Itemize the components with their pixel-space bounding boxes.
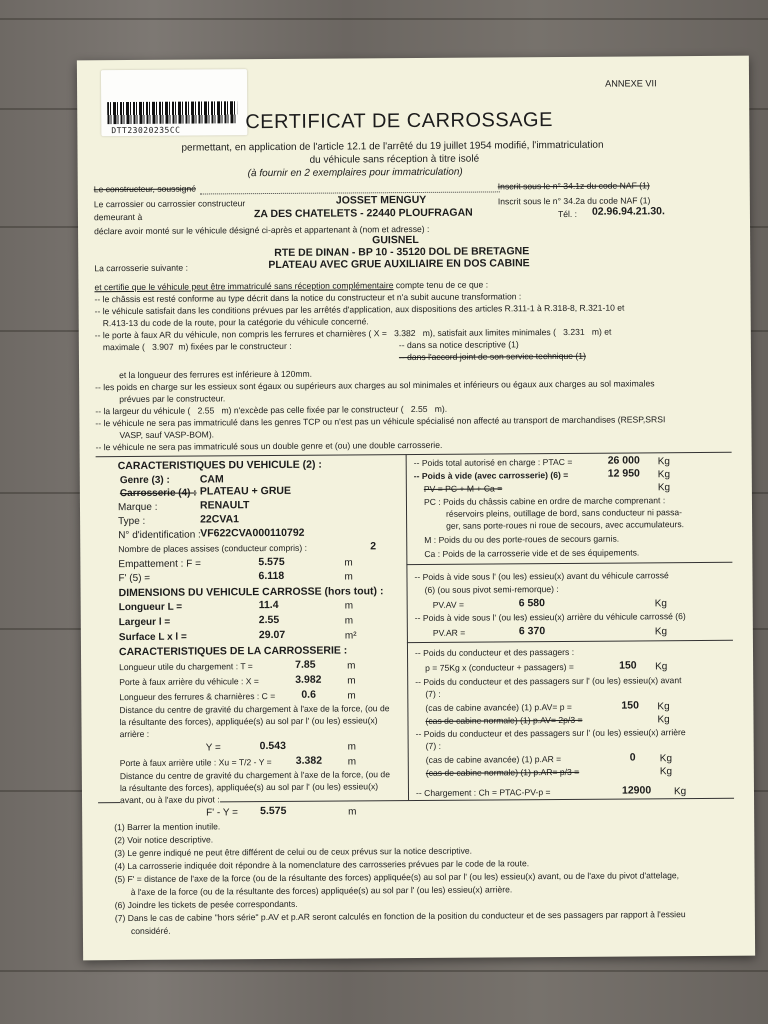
pvav-label: PV.AV = [432, 599, 465, 610]
certify-line-1: et certifie que le véhicule peut être immatriculé sans réception complémentaire compte tenu de ce que : [94, 279, 489, 293]
pvar-value: 6 370 [518, 625, 546, 638]
pav-a-label: (cas de cabine avancée) (1) p.AV= p = [425, 701, 572, 713]
naf-2: Inscrit sous le n° 34.2a du code NAF (1) [497, 195, 651, 207]
pv-formula: PV = PC + M + Ca = [423, 483, 503, 494]
pvav-line-1: -- Poids à vide sous l' (ou les) essieu(x) avant du véhicule carrossé [414, 570, 669, 583]
paf-label: Porte à faux arrière du véhicule : X = [119, 676, 259, 688]
pv-unit: Kg [657, 469, 671, 481]
pafu-value: 3.382 [295, 754, 323, 767]
f5-unit: m [344, 571, 353, 583]
pc-def-1: PC : Poids du châssis cabine en ordre de marche comprenant : [423, 495, 666, 507]
type-label: Type : [118, 515, 146, 528]
y-value: 0.543 [259, 739, 286, 753]
genre-value: CAM [199, 473, 224, 486]
pafu-label: Porte à faux arrière utile : Xu = T/2 - Y = [119, 757, 272, 769]
pav-a-value: 150 [621, 699, 639, 712]
certify-line-3: -- le véhicule satisfait dans les conditions prévues par les arrêtés d'application, aux dispositions des articles R.311-1 à R.318-8, R.321-10 et [94, 302, 625, 317]
note-5: (5) F' = distance de l'axe de la force (ou de la résultante des forces) appliquée(s) au sol par l' (ou les) essieu(x) avant, ou de l'axe du pivot d'attelage, [114, 870, 680, 885]
surface-value: 29.07 [258, 628, 286, 642]
empattement-value: 5.575 [258, 555, 285, 569]
dist-line-2: la résultante des forces), appliquée(s) au sol par l' (ou les) essieu(x) [119, 715, 378, 728]
par-a-value: 0 [629, 751, 636, 764]
par-line-2: (7) : [425, 740, 441, 751]
note-5-cont: à l'axe de la force (ou de la résultante des forces) appliquée(s) au sol par l' (ou les) essieu(x) arrière. [130, 884, 513, 898]
chargement-value: 12900 [621, 784, 652, 797]
largeur-label: Largeur l = [118, 616, 171, 629]
carrosserie-type-value: PLATEAU + GRUE [199, 484, 292, 498]
f5-label: F' (5) = [118, 572, 151, 585]
barcode-icon [107, 101, 237, 124]
carrossier-address: ZA DES CHATELETS - 22440 PLOUFRAGAN [253, 206, 473, 221]
barcode-number: DTT23020235CC [111, 125, 181, 136]
certify-line-2: -- le châssis est resté conforme au type décrit dans la notice du constructeur et n'a subit aucune transformation : [94, 291, 522, 305]
fy-label: F' - Y = [206, 807, 239, 819]
subtitle-1: permettant, en application de l'article 12.1 de l'arrêté du 19 juillet 1954 modifié, l'immatriculation [181, 139, 604, 154]
pav-n-label: (cas de cabine normale) (1) p.AV= 2p/3 = [425, 714, 583, 726]
pafu-unit: m [347, 756, 357, 768]
lf-label: Longueur des ferrures & charnières : C = [119, 690, 276, 703]
lu-unit: m [347, 660, 356, 672]
paf-value: 3.982 [295, 673, 322, 686]
places-value: 2 [370, 540, 377, 553]
note-1: (1) Barrer la mention inutile. [114, 821, 221, 833]
certify-line-9: -- les poids en charge sur les essieux sont égaux ou supérieurs aux charges au sol minimales et inférieurs ou égaux aux charges au sol maximales [95, 378, 655, 393]
par-a-unit: Kg [659, 753, 673, 765]
certify-line-8: et la longueur des ferrures est inférieure à 120mm. [119, 368, 313, 381]
y-unit: m [347, 741, 357, 753]
pcp-unit: Kg [655, 661, 668, 673]
certify-line-11: -- la largeur du véhicule ( 2.55 m) n'excède pas celle fixée par le constructeur ( 2.55 m). [95, 403, 448, 417]
lu-label: Longueur utile du chargement : T = [119, 661, 253, 673]
dist-line-5: la résultante des forces), appliquée(s) au sol par l' (ou les) essieu(x) [119, 781, 379, 794]
certify-line-4: R.413-13 du code de la route, pour la catégorie du véhicule concerné. [102, 316, 369, 329]
pav-n-unit: Kg [657, 714, 670, 726]
pcp-label: p = 75Kg x (conducteur + passagers) = [425, 661, 574, 673]
pav-a-unit: Kg [657, 701, 670, 713]
subtitle-3: (à fournir en 2 exemplaires pour immatriculation) [247, 166, 463, 180]
note-3: (3) Le genre indiqué ne peut être différent de celui ou de ceux prévus sur la notice descriptive. [114, 845, 473, 859]
certify-line-6c: -- dans sa notice descriptive (1) [398, 339, 519, 351]
largeur-value: 2.55 [258, 613, 280, 627]
barcode-sticker [101, 69, 247, 136]
f5-value: 6.118 [258, 569, 285, 583]
lf-value: 0.6 [301, 688, 316, 701]
fy-unit: m [348, 806, 357, 818]
tel-value: 02.96.94.21.30. [591, 205, 665, 218]
page-title: CERTIFICAT DE CARROSSAGE [245, 109, 553, 134]
ptac-value: 26 000 [607, 454, 640, 467]
dist-line-4: Distance du centre de gravité du chargement à l'axe de la force, (ou de [119, 769, 391, 782]
subtitle-2: du véhicule sans réception à titre isolé [309, 153, 480, 166]
certify-line-13: VASP, sauf VASP-BOM). [119, 429, 215, 441]
tel-label: Tél. : [557, 208, 578, 220]
pvar-unit: Kg [654, 626, 668, 638]
dist-line-6: avant, ou à l'axe du pivot : [119, 794, 220, 806]
dist-line-1: Distance du centre de gravité du chargement à l'axe de la force, (ou de [119, 703, 390, 716]
dist-line-3: arrière : [119, 728, 150, 740]
longueur-unit: m [344, 600, 354, 612]
m-def: M : Poids du ou des porte-roues de secours garnis. [424, 533, 620, 545]
pvav-value: 6 580 [518, 597, 545, 610]
certify-line-7: -- dans l'accord joint de son service technique (1) [398, 350, 586, 363]
places-label: Nombre de places assises (conducteur compris) : [118, 542, 307, 555]
certificate-paper [77, 56, 755, 961]
chargement-unit: Kg [673, 786, 687, 798]
pav-line-1: -- Poids du conducteur et des passagers sur l' (ou les) essieu(x) avant [415, 675, 682, 688]
chargement-label: -- Chargement : Ch = PTAC-PV-p = [415, 787, 551, 799]
paf-unit: m [347, 675, 356, 687]
pc-def-2: réservoirs pleins, outillage de bord, sans conducteur ni passa- [446, 507, 683, 519]
note-7-cont: considéré. [130, 925, 171, 937]
marque-value: RENAULT [199, 499, 250, 512]
carrosserie-value: PLATEAU AVEC GRUE AUXILIAIRE EN DOS CABINE [268, 257, 530, 272]
pcp-line-1: -- Poids du conducteur et des passagers : [414, 646, 575, 659]
ptac-label: -- Poids total autorisé en charge : PTAC = [413, 456, 573, 469]
certify-line-12: -- le véhicule ne sera pas immatriculé dans les genres TCP ou n'est pas un véhicule spécialisé non affecté au transport de marchandises (RESP,SRSI [95, 414, 666, 429]
carrosserie-label: La carrosserie suivante : [94, 262, 188, 274]
fy-value: 5.575 [260, 804, 287, 818]
ident-label: N° d'identification : [118, 529, 201, 542]
ca-def: Ca : Poids de la carrosserie vide et de ses équipements. [424, 547, 640, 559]
par-n-label: (cas de cabine normale) (1) p.AR= p/3 = [425, 766, 580, 778]
certify-line-14: -- le véhicule ne sera pas immatriculé sous un double genre et (ou) une double carrosserie. [95, 439, 443, 453]
ptac-unit: Kg [657, 456, 670, 468]
pc-def-3: ger, sans porte-roues ni roue de secours, avec accumulateurs. [446, 519, 685, 531]
empattement-unit: m [344, 557, 353, 569]
note-7: (7) Dans le cas de cabine "hors série" p.AV et p.AR seront calculés en fonction de la position du conducteur et de ses passagers par rapport à l'essieu [114, 909, 686, 924]
empattement-label: Empattement : F = [118, 558, 201, 571]
longueur-value: 11.4 [258, 598, 279, 612]
dimensions-title: DIMENSIONS DU VEHICULE CARROSSE (hors tout) : [118, 585, 384, 600]
demeurant-label: demeurant à [93, 211, 143, 223]
type-value: 22CVA1 [200, 513, 240, 526]
par-line-1: -- Poids du conducteur et des passagers sur l' (ou les) essieu(x) arrière [415, 727, 686, 740]
pv-value: 12 950 [607, 467, 640, 480]
lf-unit: m [347, 690, 356, 702]
carrosserie-type-label: Carrosserie (4) : [119, 487, 197, 500]
pvar-label: PV.AR = [432, 627, 466, 638]
pv-label: -- Poids à vide (avec carrosserie) (6) = [413, 469, 569, 482]
longueur-label: Longueur L = [118, 601, 183, 614]
surface-unit: m² [344, 630, 357, 642]
owner-name: GUISNEL [372, 233, 419, 247]
note-6: (6) Joindre les tickets de pesée correspondants. [114, 898, 298, 911]
ident-value: VF622CVA000110792 [200, 526, 305, 540]
certify-line-6a: maximale ( 3.907 m) fixées par le constructeur : [102, 340, 292, 353]
carac-carrosserie-title: CARACTERISTIQUES DE LA CARROSSERIE : [118, 644, 348, 659]
char-vehicule-title: CARACTERISTIQUES DU VEHICULE (2) : [117, 458, 322, 473]
par-n-unit: Kg [659, 766, 673, 778]
owner-address: RTE DE DINAN - BP 10 - 35120 DOL DE BRETAGNE [274, 245, 530, 259]
declare-text: déclare avoir monté sur le véhicule désigné ci-après et appartenant à (nom et adresse) : [94, 223, 430, 237]
pv-formula-unit: Kg [657, 482, 671, 494]
genre-label: Genre (3) : [119, 474, 170, 487]
pvav-line-2: (6) (ou sous pivot semi-remorque) : [424, 584, 559, 595]
y-label: Y = [205, 742, 221, 754]
surface-label: Surface L x l = [118, 631, 187, 644]
pcp-value: 150 [619, 659, 637, 672]
lu-value: 7.85 [295, 658, 316, 671]
annex-label: ANNEXE VII [605, 78, 657, 89]
certify-line-5: -- le porte à faux AR du véhicule, non compris les ferrures et charnières ( X = 3.382 m), satisfait aux limites minimales ( 3.231 m) et [94, 326, 612, 341]
pav-line-2: (7) : [425, 688, 441, 699]
note-2: (2) Voir notice descriptive. [114, 834, 214, 846]
note-4: (4) La carrosserie indiquée doit répondre à la nomenclature des carrosseries prévues par le code de la route. [114, 858, 530, 872]
constructeur-label: Le constructeur, soussigné [93, 183, 197, 195]
par-a-label: (cas de cabine avancée) (1) p.AR = [425, 753, 562, 765]
pvav-unit: Kg [654, 598, 667, 610]
marque-label: Marque : [117, 501, 158, 514]
carrossier-name: JOSSET MENGUY [335, 193, 427, 207]
certify-line-10: prévues par le constructeur. [119, 393, 226, 405]
pvar-line-1: -- Poids à vide sous l' (ou les) essieu(x) arrière du véhicule carrossé (6) [414, 611, 686, 624]
naf-1: Inscrit sous le n° 34.1z du code NAF (1) [497, 180, 650, 192]
carrossier-label: Le carrossier ou carrossier constructeur [93, 198, 246, 210]
largeur-unit: m [344, 615, 354, 627]
